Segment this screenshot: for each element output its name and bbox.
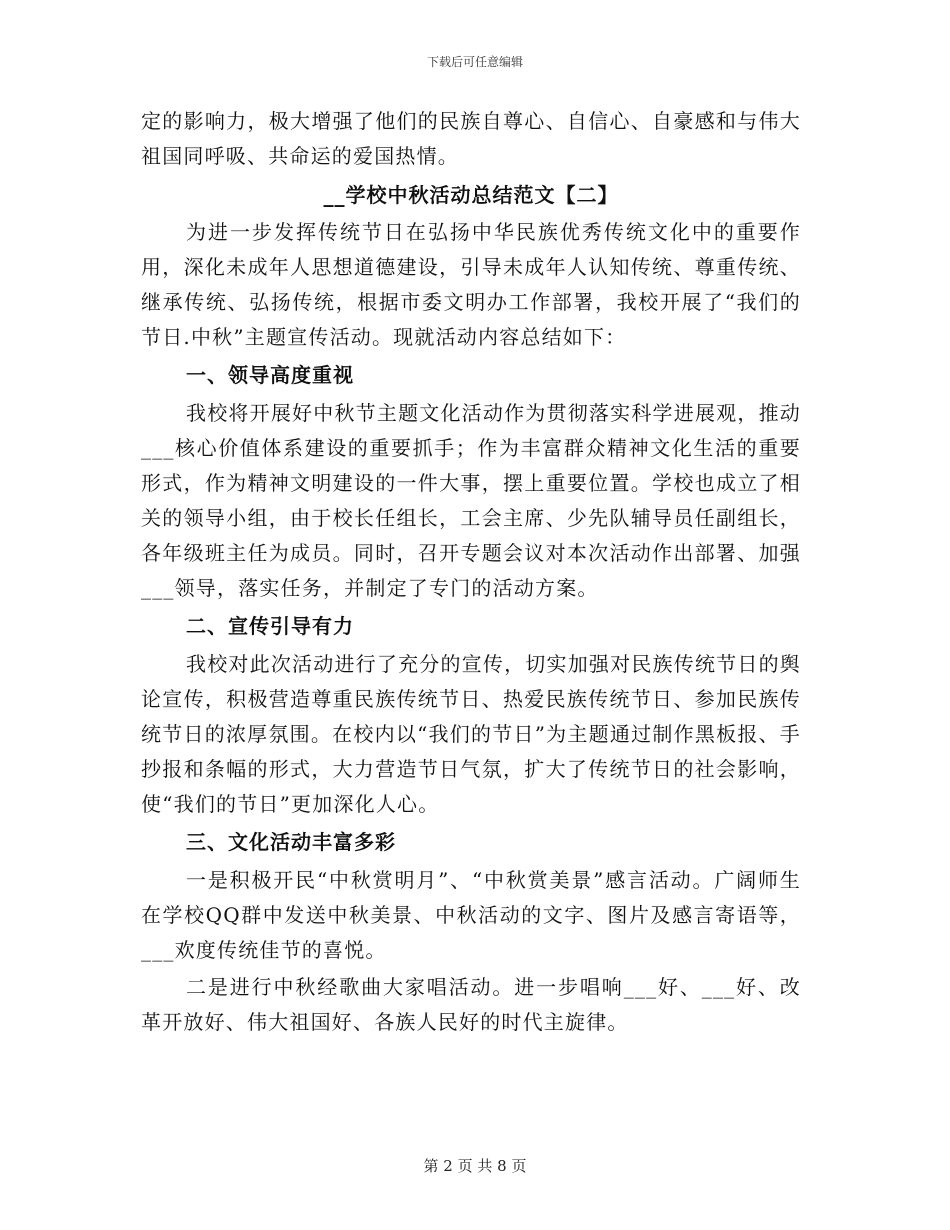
page-number: 第 2 页 共 8 页	[423, 1157, 527, 1175]
intro-paragraph-tail: 定的影响力，极大增强了他们的民族自尊心、自信心、自豪感和与伟大祖国同呼吸、共命运的爱国热情。	[141, 109, 801, 168]
paragraph-activity-one: 一是积极开民“中秋赏明月”、“中秋赏美景”感言活动。广阔师生在学校QQ群中发送中秋美景、中秋活动的文字、图片及感言寄语等，___欢度传统佳节的喜悦。	[141, 868, 801, 962]
paragraph-intro: 为进一步发挥传统节日在弘扬中华民族优秀传统文化中的重要作用，深化未成年人思想道德建设，引导未成年人认知传统、尊重传统、继承传统、弘扬传统，根据市委文明办工作部署，我校开展了“我们的节日.中秋”主题宣传活动。现就活动内容总结如下：	[141, 220, 801, 349]
document-body	[141, 104, 801, 1040]
paragraph-activity-two: 二是进行中秋经歌曲大家唱活动。进一步唱响___好、___好、改革开放好、伟大祖国好、各族人民好的时代主旋律。	[141, 975, 801, 1034]
section-title: __学校中秋活动总结范文【二】	[323, 183, 619, 207]
heading-publicity: 二、宣传引导有力	[186, 614, 354, 638]
heading-leadership: 一、领导高度重视	[186, 363, 354, 387]
header-note: 下载后可任意编辑	[426, 55, 523, 69]
paragraph-leadership: 我校将开展好中秋节主题文化活动作为贯彻落实科学进展观，推动___核心价值体系建设的重要抓手；作为丰富群众精神文化生活的重要形式，作为精神文明建设的一件大事，摆上重要位置。学校也成立了相关的领导小组，由于校长任组长，工会主席、少先队辅导员任副组长，各年级班主任为成员。同时，召开专题会议对本次活动作出部署、加强___领导，落实任务，并制定了专门的活动方案。	[141, 401, 801, 600]
paragraph-publicity: 我校对此次活动进行了充分的宣传，切实加强对民族传统节日的舆论宣传，积极营造尊重民族传统节日、热爱民族传统节日、参加民族传统节日的浓厚氛围。在校内以“我们的节日”为主题通过制作黑板报、手抄报和条幅的形式，大力营造节日气氛，扩大了传统节日的社会影响，使“我们的节日”更加深化人心。	[141, 652, 801, 816]
heading-activities: 三、文化活动丰富多彩	[186, 830, 396, 854]
